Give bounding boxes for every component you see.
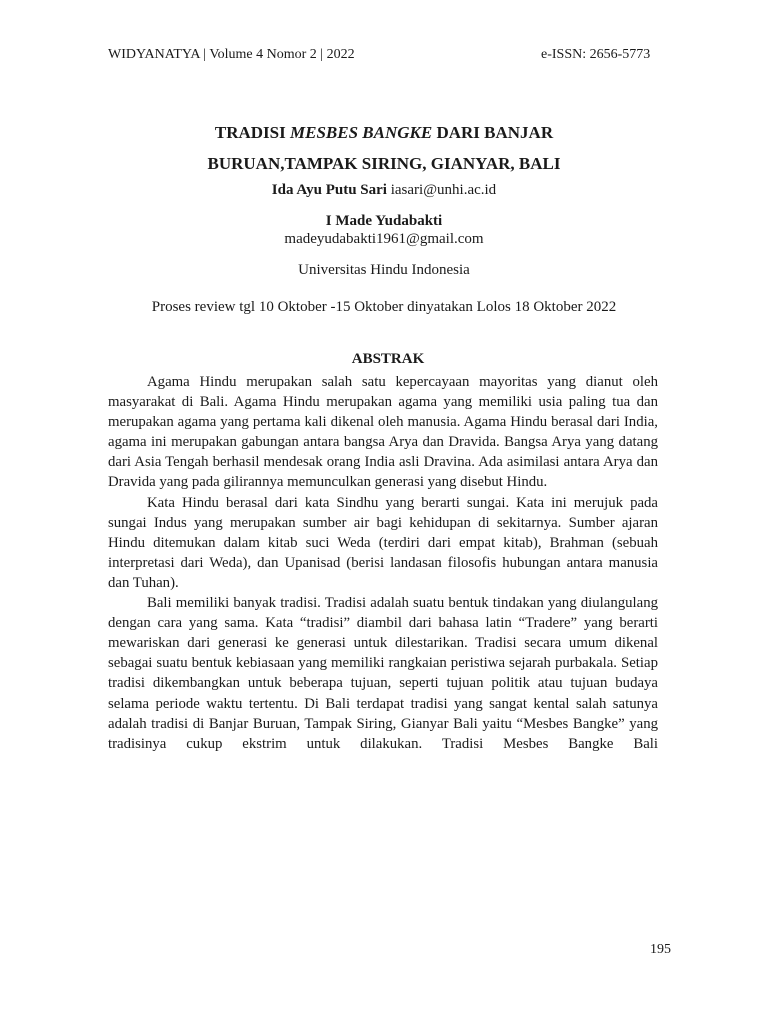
abstract-paragraph-1: Agama Hindu merupakan salah satu kepercayaan mayoritas yang dianut oleh masyarakat di Bali. Agama Hindu merupakan agama yang memiliki usia paling tua dan merupakan agama yang pertama kali dikenal oleh manusia. Agama Hindu berasal dari India, agama ini merupakan gabungan antara bangsa Arya dan Dravida. Bangsa Arya yang datang dari Asia Tengah berhasil mendesak orang India asli Dravina. Ada asimilasi antara Arya dan Dravida yang pada gilirannya memunculkan generasi yang disebut Hindu.	[108, 374, 658, 491]
abstract-body	[108, 372, 658, 754]
affiliation: Universitas Hindu Indonesia	[298, 262, 470, 278]
author-1-name: Ida Ayu Putu Sari	[271, 182, 387, 198]
author-1	[0, 182, 768, 199]
author-1-email: iasari@unhi.ac.id	[390, 182, 497, 198]
title-italic: MESBES BANGKE	[290, 123, 433, 142]
review-process: Proses review tgl 10 Oktober -15 Oktober dinyatakan Lolos 18 Oktober 2022	[151, 299, 617, 315]
author-2-email: madeyudabakti1961@gmail.com	[284, 231, 484, 247]
abstract-heading: ABSTRAK	[351, 351, 425, 367]
issn: e-ISSN: 2656-5773	[541, 47, 651, 62]
abstract-paragraph-3: Bali memiliki banyak tradisi. Tradisi adalah suatu bentuk tindakan yang diulangulang dengan cara yang sama. Kata “tradisi” diambil dari bahasa latin “Tradere” yang berarti mewariskan dari generasi ke generasi untuk dilestarikan. Tradisi secara umum dikenal sebagai suatu bentuk kebiasaan yang memiliki rangkaian peristiwa sejarah purbakala. Setiap tradisi dikembangkan untuk beberapa tujuan, seperti tujuan politik atau tujuan budaya selama periode waktu tertentu. Di Bali terdapat tradisi yang sangat kental salah satunya adalah tradisi di Banjar Buruan, Tampak Siring, Gianyar Bali yaitu “Mesbes Bangke” yang tradisinya cukup ekstrim untuk dilakukan. Tradisi Mesbes Bangke Bali	[108, 595, 658, 752]
article-title-line2: BURUAN,TAMPAK SIRING, GIANYAR, BALI	[207, 154, 561, 173]
author-2-name: I Made Yudabakti	[325, 213, 443, 229]
page-number: 195	[650, 942, 671, 957]
article-title-line1	[0, 123, 768, 143]
title-prefix: TRADISI	[214, 123, 290, 142]
abstract-paragraph-2: Kata Hindu berasal dari kata Sindhu yang berarti sungai. Kata ini merujuk pada sungai Indus yang merupakan sumber air bagi kehidupan di sekitarnya. Sumber ajaran Hindu ditemukan dalam kitab suci Weda (terdiri dari empat kitab), Brahman (sebuah interpretasi dari Weda), dan Upanisad (berisi landasan filosofis hubungan antara manusia dan Tuhan).	[108, 494, 658, 591]
title-suffix: DARI BANJAR	[432, 123, 554, 142]
journal-info: WIDYANATYA | Volume 4 Nomor 2 | 2022	[108, 47, 355, 62]
